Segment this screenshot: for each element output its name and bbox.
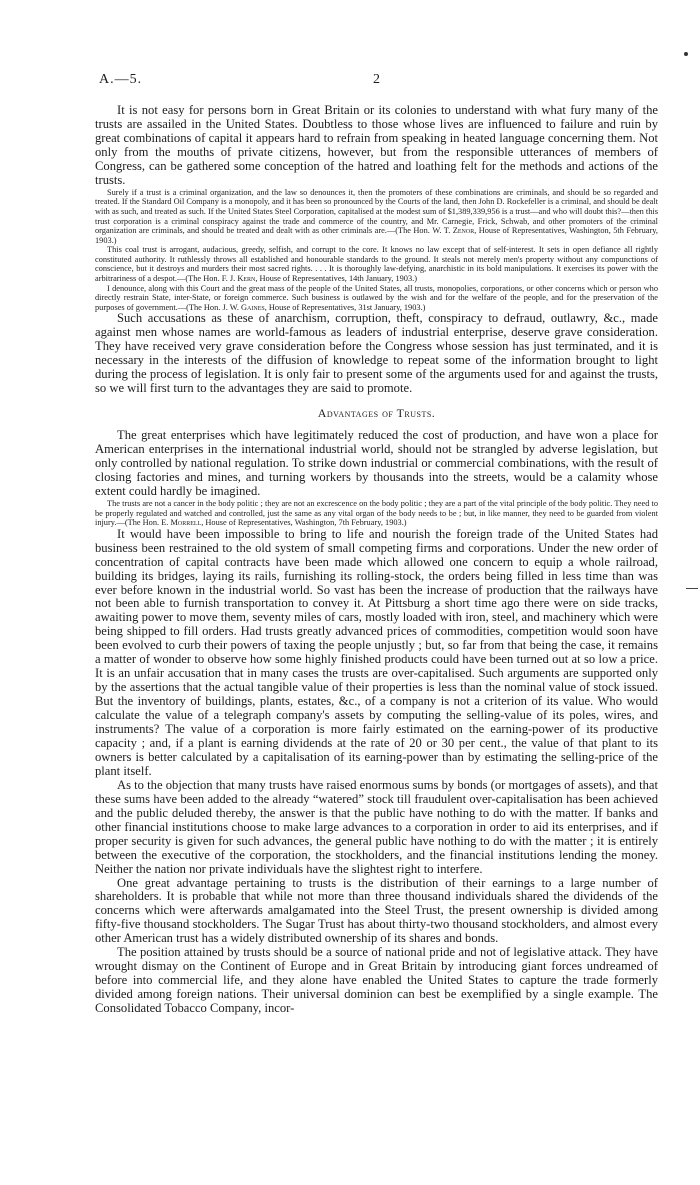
quote-text: This coal trust is arrogant, audacious, greedy, selfish, and corrupt to the core. It knows no law except that of self-interest. It sets in open defiance all rightly constituted authority. It ruthlessly throws all established and honourable standards to the ground. It steals not merely men's property without any compunctions of conscience, but it destroys and murders their most sacred rights. . . . It is thoroughly law-defying, anarchistic in its bold manipulations. It exercises its power with the arbitrariness of a despot.—(The Hon. bbox=[95, 245, 658, 284]
intro-paragraph: It is not easy for persons born in Great Britain or its colonies to understand with what fury many of the trusts are assailed in the United States. Doubtless to those whose lives are influenced to failure and ruin by great combinations of capital it appears hard to refrain from speaking in heated language concerning them. Not only from the mouths of private citizens, however, but from the responsible utterances of members of Congress, can be gathered some conception of the hatred and loathing felt for the methods and actions of the trusts. bbox=[95, 103, 658, 187]
quote-zenor bbox=[95, 188, 658, 246]
margin-mark bbox=[686, 588, 698, 589]
quote-kern bbox=[95, 245, 658, 283]
quote-text: The trusts are not a cancer in the body politic ; they are not an excrescence on the body politic ; they are a part of the vital principle of the body politic. They need to be properly regulated and watched and controlled, just the same as any vital organ of the body needs to be ; but, in like manner, they need to be guarded from violent injury.—(The Hon. bbox=[95, 498, 658, 528]
quote-source: , House of Representatives, 14th January, 1903.) bbox=[255, 274, 418, 284]
advantages-paragraph-5: The position attained by trusts should be a source of national pride and not of legislative attack. They have wrought dismay on the Continent of Europe and in Great Britain by introducing giant forces undreamed of before into commercial life, and they alone have enabled the United States to capture the trade formerly divided among foreign nations. Their universal dominion can best be exemplified by a single example. The Consolidated Tobacco Company, incor- bbox=[95, 945, 658, 1016]
quote-morrell bbox=[95, 499, 658, 528]
advantages-paragraph-1: The great enterprises which have legitimately reduced the cost of production, and have won a place for American enterprises in the international industrial world, should not be strangled by adverse legislation, but only controlled by national regulation. To strike down industrial or commercial combinations, with the result of closing factories and mines, and turning workers by thousands into the streets, would be a calamity whose extent could hardly be imagined. bbox=[95, 428, 658, 498]
quote-source: , House of Representatives, 31st January, 1903.) bbox=[264, 302, 426, 312]
advantages-paragraph-2: It would have been impossible to bring to life and nourish the foreign trade of the United States had business been restrained to the old system of small competing firms and corporations. Under the new order of concentration of capital contracts have been made which allowed one concern to equip a whole railroad, building its bridges, laying its rails, furnishing its rolling-stock, the orders being filled in less time than was ever before known in the industrial world. So vast has been the increase of production that the railways have not been able to furnish transportation to convey it. At Pittsburg a short time ago there were on side tracks, awaiting power to move them, seventy miles of cars, mostly loaded with iron, steel, and machinery which were being shipped to fill orders. Had trusts greatly advanced prices of commodities, competition would soon have been evolved to curb their powers of taxing the people unjustly ; but, so far from that being the case, it remains a matter of wonder to observe how some highly finished products could have been turned out at so low a price. It is an unfair accusation that in many cases the trusts are over-capitalised. Such arguments are supported only by the assertions that the actual tangible value of their properties is less than the nominal value of stock issued. But the inventory of buildings, plants, estates, &c., of a company is not a criterion of its value. Who would calculate the value of a telegraph company's assets by computing the selling-value of its poles, wires, and instruments? The value of a corporation is more fairly estimated on the earning-power of its productive capacity ; and, if a plant is earning dividends at the rate of 20 or 30 per cent., the value of that plant to its owners is better calculated by a capitalisation of its earning-power than by estimating the selling-price of the plant itself. bbox=[95, 526, 658, 778]
quote-speaker: J. W. Gaines bbox=[222, 302, 265, 312]
body-text bbox=[95, 104, 658, 1016]
margin-mark bbox=[684, 52, 688, 56]
quote-speaker: E. Morrell bbox=[161, 518, 202, 528]
quote-source: , House of Representatives, Washington, 5th February, 1903.) bbox=[95, 226, 658, 245]
quote-source: , House of Representatives, Washington, 7th February, 1903.) bbox=[201, 518, 407, 528]
document-reference: A.—5. bbox=[99, 72, 143, 87]
quote-speaker: F. J. Kern bbox=[221, 274, 256, 284]
section-heading: Advantages of Trusts. bbox=[317, 406, 436, 421]
quote-text: I denounce, along with this Court and the great mass of the people of the United States, all trusts, monopolies, corporations, or other concerns which or person who directly restrain State, inter-State, or foreign commerce. Such business is outlawed by the wish and for the welfare of the people, and for the preservation of the purposes of government.—(The Hon. bbox=[95, 283, 658, 312]
advantages-paragraph-3: As to the objection that many trusts have raised enormous sums by bonds (or mortgages of assets), and that these sums have been added to the already “watered” stock till fraudulent over-capitalisation has been achieved and the public deluded thereby, the answer is that the public have nothing to do with the matter. If banks and other financial institutions choose to make large advances to a corporation in order to aid its enterprises, and if proper security is given for such advances, the general public have nothing to do with the matter ; it is entirely between the executive of the corporation, the stockholders, and the financial institutions lending the money. Neither the nation nor private individuals have the slightest right to interfere. bbox=[95, 777, 658, 876]
quote-text: Surely if a trust is a criminal organization, and the law so denounces it, then the promoters of these combinations are criminals, and should be so regarded and treated. If the Standard Oil Company is a monopoly, and it has been so pronounced by the Courts of the land, then John D. Rockefeller is a criminal, and should be dealt with as such, and treated as such. If the United States Steel Corporation, capitalised at the modest sum of $1,389,339,956 is a trust—and who will doubt this?—then this trust corporation is a criminal conspiracy against the trade and commerce of the country, and Mr. Carnegie, Frick, Schwab, and other promoters of the criminal organization are criminals, and should be treated and dealt with as other criminals are.—(The Hon. bbox=[95, 187, 658, 236]
quote-speaker: W. T. Zenor bbox=[432, 226, 475, 236]
page-number: 2 bbox=[373, 72, 380, 87]
advantages-paragraph-4: One great advantage pertaining to trusts is the distribution of their earnings to a large number of shareholders. It is probable that while not more than three thousand individuals shared the dividends of the concerns which were afterwards amalgamated into the Steel Trust, the present ownership is divided among fifty-five thousand stockholders. The Sugar Trust has about thirty-two thousand stockholders, and almost every other American trust has a widely distributed ownership of its shares and bonds. bbox=[95, 875, 658, 946]
page-header bbox=[95, 72, 658, 92]
quote-gaines bbox=[95, 284, 658, 313]
intro-closing-paragraph: Such accusations as these of anarchism, corruption, theft, conspiracy to defraud, outlawry, &c., made against men whose names are world-famous as leaders of industrial enterprise, deserve grave consideration. They have received very grave consideration before the Congress whose session has just terminated, and it is necessary in the interests of the diffusion of knowledge to repeat some of the information brought to light during the process of legislation. It is only fair to present some of the arguments used for and against the trusts, so we will first turn to the advantages they are said to promote. bbox=[95, 311, 658, 396]
